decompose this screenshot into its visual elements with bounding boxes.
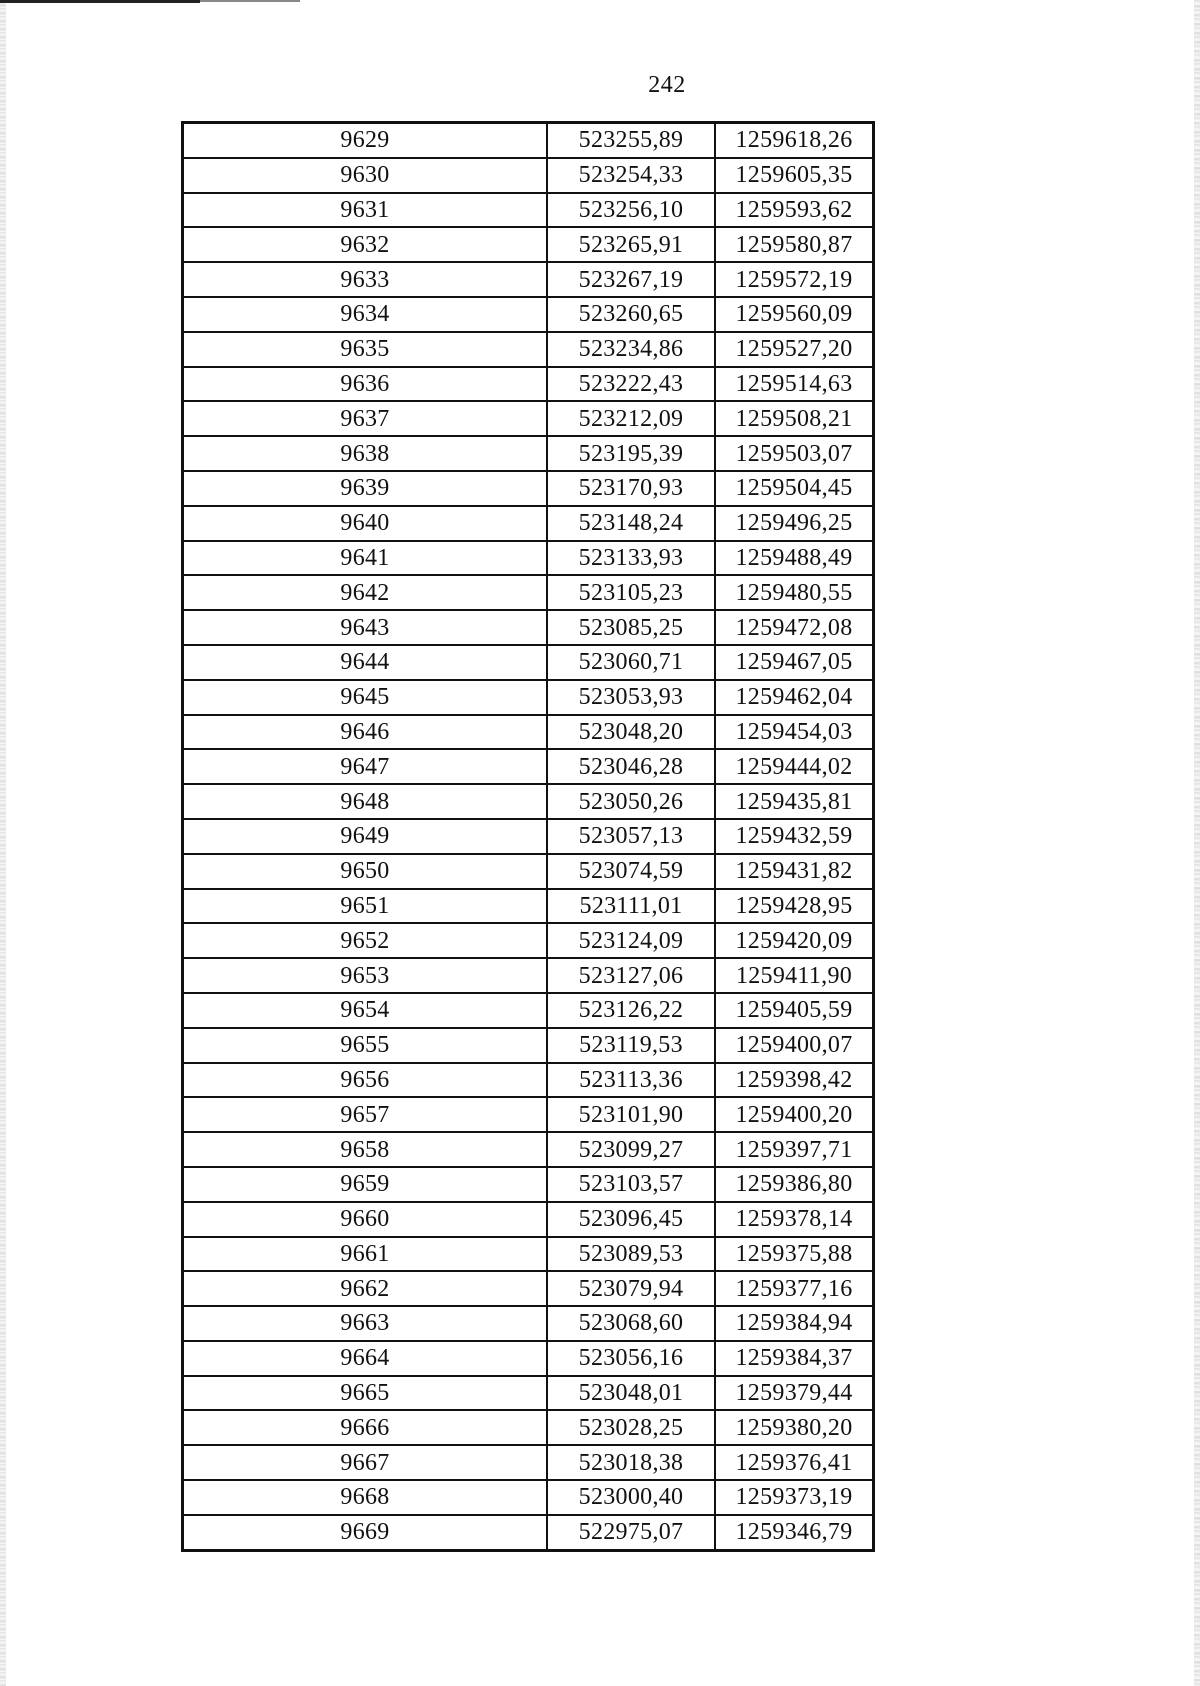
x-coordinate-cell: 523212,09 — [547, 401, 715, 436]
table-row — [183, 332, 873, 367]
table-row — [183, 1202, 873, 1237]
point-number-cell: 9639 — [183, 471, 547, 506]
y-coordinate-cell: 1259384,94 — [715, 1306, 873, 1341]
y-coordinate-cell: 1259346,79 — [715, 1515, 873, 1550]
y-coordinate-cell: 1259384,37 — [715, 1341, 873, 1376]
y-coordinate-cell: 1259572,19 — [715, 262, 873, 297]
y-coordinate-cell: 1259431,82 — [715, 854, 873, 889]
point-number-cell: 9653 — [183, 958, 547, 993]
page-number: 242 — [648, 72, 686, 98]
x-coordinate-cell: 523057,13 — [547, 819, 715, 854]
point-number-cell: 9633 — [183, 262, 547, 297]
table-row — [183, 575, 873, 610]
y-coordinate-cell: 1259472,08 — [715, 610, 873, 645]
point-number-cell: 9634 — [183, 297, 547, 332]
x-coordinate-cell: 523256,10 — [547, 193, 715, 228]
x-coordinate-cell: 523060,71 — [547, 645, 715, 680]
point-number-cell: 9644 — [183, 645, 547, 680]
point-number-cell: 9641 — [183, 541, 547, 576]
point-number-cell: 9655 — [183, 1028, 547, 1063]
point-number-cell: 9657 — [183, 1097, 547, 1132]
y-coordinate-cell: 1259373,19 — [715, 1480, 873, 1515]
point-number-cell: 9662 — [183, 1271, 547, 1306]
point-number-cell: 9656 — [183, 1063, 547, 1098]
y-coordinate-cell: 1259454,03 — [715, 715, 873, 750]
y-coordinate-cell: 1259386,80 — [715, 1167, 873, 1202]
point-number-cell: 9632 — [183, 227, 547, 262]
x-coordinate-cell: 523096,45 — [547, 1202, 715, 1237]
x-coordinate-cell: 523222,43 — [547, 367, 715, 402]
y-coordinate-cell: 1259496,25 — [715, 506, 873, 541]
table-row — [183, 297, 873, 332]
x-coordinate-cell: 523085,25 — [547, 610, 715, 645]
x-coordinate-cell: 523089,53 — [547, 1237, 715, 1272]
point-number-cell: 9669 — [183, 1515, 547, 1550]
y-coordinate-cell: 1259400,20 — [715, 1097, 873, 1132]
table-row — [183, 541, 873, 576]
x-coordinate-cell: 523101,90 — [547, 1097, 715, 1132]
x-coordinate-cell: 523133,93 — [547, 541, 715, 576]
y-coordinate-cell: 1259580,87 — [715, 227, 873, 262]
y-coordinate-cell: 1259560,09 — [715, 297, 873, 332]
table-row — [183, 193, 873, 228]
x-coordinate-cell: 523195,39 — [547, 436, 715, 471]
y-coordinate-cell: 1259504,45 — [715, 471, 873, 506]
point-number-cell: 9659 — [183, 1167, 547, 1202]
table-row — [183, 1167, 873, 1202]
table-row — [183, 958, 873, 993]
y-coordinate-cell: 1259618,26 — [715, 123, 873, 158]
y-coordinate-cell: 1259379,44 — [715, 1376, 873, 1411]
y-coordinate-cell: 1259503,07 — [715, 436, 873, 471]
y-coordinate-cell: 1259378,14 — [715, 1202, 873, 1237]
x-coordinate-cell: 523254,33 — [547, 158, 715, 193]
table-row — [183, 1028, 873, 1063]
y-coordinate-cell: 1259397,71 — [715, 1132, 873, 1167]
x-coordinate-cell: 523126,22 — [547, 993, 715, 1028]
x-coordinate-cell: 523048,01 — [547, 1376, 715, 1411]
table-row — [183, 715, 873, 750]
point-number-cell: 9666 — [183, 1410, 547, 1445]
x-coordinate-cell: 523103,57 — [547, 1167, 715, 1202]
y-coordinate-cell: 1259400,07 — [715, 1028, 873, 1063]
x-coordinate-cell: 523028,25 — [547, 1410, 715, 1445]
y-coordinate-cell: 1259377,16 — [715, 1271, 873, 1306]
y-coordinate-cell: 1259405,59 — [715, 993, 873, 1028]
x-coordinate-cell: 523148,24 — [547, 506, 715, 541]
x-coordinate-cell: 523050,26 — [547, 784, 715, 819]
table-row — [183, 1237, 873, 1272]
x-coordinate-cell: 523119,53 — [547, 1028, 715, 1063]
point-number-cell: 9649 — [183, 819, 547, 854]
table-row — [183, 749, 873, 784]
point-number-cell: 9663 — [183, 1306, 547, 1341]
table-row — [183, 436, 873, 471]
point-number-cell: 9668 — [183, 1480, 547, 1515]
x-coordinate-cell: 523048,20 — [547, 715, 715, 750]
point-number-cell: 9667 — [183, 1445, 547, 1480]
x-coordinate-cell: 523267,19 — [547, 262, 715, 297]
table-row — [183, 1271, 873, 1306]
y-coordinate-cell: 1259376,41 — [715, 1445, 873, 1480]
x-coordinate-cell: 523127,06 — [547, 958, 715, 993]
y-coordinate-cell: 1259508,21 — [715, 401, 873, 436]
y-coordinate-cell: 1259605,35 — [715, 158, 873, 193]
table-row — [183, 610, 873, 645]
x-coordinate-cell: 523255,89 — [547, 123, 715, 158]
table-row — [183, 680, 873, 715]
y-coordinate-cell: 1259462,04 — [715, 680, 873, 715]
table-row — [183, 784, 873, 819]
table-row — [183, 645, 873, 680]
x-coordinate-cell: 523234,86 — [547, 332, 715, 367]
x-coordinate-cell: 523111,01 — [547, 889, 715, 924]
table-row — [183, 401, 873, 436]
table-row — [183, 1480, 873, 1515]
table-row — [183, 1376, 873, 1411]
x-coordinate-cell: 523068,60 — [547, 1306, 715, 1341]
x-coordinate-cell: 523170,93 — [547, 471, 715, 506]
table-row — [183, 854, 873, 889]
point-number-cell: 9665 — [183, 1376, 547, 1411]
y-coordinate-cell: 1259467,05 — [715, 645, 873, 680]
table-row — [183, 993, 873, 1028]
point-number-cell: 9650 — [183, 854, 547, 889]
x-coordinate-cell: 523260,65 — [547, 297, 715, 332]
table-row — [183, 1445, 873, 1480]
table-row — [183, 1063, 873, 1098]
point-number-cell: 9640 — [183, 506, 547, 541]
table-row — [183, 1515, 873, 1550]
point-number-cell: 9638 — [183, 436, 547, 471]
y-coordinate-cell: 1259375,88 — [715, 1237, 873, 1272]
table-row — [183, 123, 873, 158]
table-row — [183, 923, 873, 958]
point-number-cell: 9648 — [183, 784, 547, 819]
scan-artifact-line-faint — [200, 0, 300, 2]
table-row — [183, 1341, 873, 1376]
x-coordinate-cell: 523124,09 — [547, 923, 715, 958]
table-row — [183, 889, 873, 924]
table-row — [183, 262, 873, 297]
y-coordinate-cell: 1259428,95 — [715, 889, 873, 924]
x-coordinate-cell: 523079,94 — [547, 1271, 715, 1306]
scan-edge-left — [0, 0, 6, 1686]
x-coordinate-cell: 523018,38 — [547, 1445, 715, 1480]
x-coordinate-cell: 522975,07 — [547, 1515, 715, 1550]
scan-artifact-line — [0, 0, 200, 3]
coordinates-table-body — [183, 123, 873, 1550]
x-coordinate-cell: 523265,91 — [547, 227, 715, 262]
y-coordinate-cell: 1259514,63 — [715, 367, 873, 402]
table-row — [183, 471, 873, 506]
table-row — [183, 1132, 873, 1167]
x-coordinate-cell: 523000,40 — [547, 1480, 715, 1515]
table-row — [183, 1097, 873, 1132]
x-coordinate-cell: 523046,28 — [547, 749, 715, 784]
point-number-cell: 9654 — [183, 993, 547, 1028]
y-coordinate-cell: 1259411,90 — [715, 958, 873, 993]
x-coordinate-cell: 523105,23 — [547, 575, 715, 610]
point-number-cell: 9645 — [183, 680, 547, 715]
point-number-cell: 9658 — [183, 1132, 547, 1167]
coordinates-table — [182, 122, 874, 1551]
y-coordinate-cell: 1259432,59 — [715, 819, 873, 854]
point-number-cell: 9661 — [183, 1237, 547, 1272]
y-coordinate-cell: 1259527,20 — [715, 332, 873, 367]
point-number-cell: 9642 — [183, 575, 547, 610]
point-number-cell: 9660 — [183, 1202, 547, 1237]
table-row — [183, 819, 873, 854]
point-number-cell: 9652 — [183, 923, 547, 958]
y-coordinate-cell: 1259420,09 — [715, 923, 873, 958]
point-number-cell: 9636 — [183, 367, 547, 402]
point-number-cell: 9664 — [183, 1341, 547, 1376]
table-row — [183, 1306, 873, 1341]
scan-edge-right — [1194, 0, 1200, 1686]
x-coordinate-cell: 523053,93 — [547, 680, 715, 715]
point-number-cell: 9651 — [183, 889, 547, 924]
y-coordinate-cell: 1259380,20 — [715, 1410, 873, 1445]
y-coordinate-cell: 1259593,62 — [715, 193, 873, 228]
table-row — [183, 227, 873, 262]
y-coordinate-cell: 1259398,42 — [715, 1063, 873, 1098]
y-coordinate-cell: 1259444,02 — [715, 749, 873, 784]
point-number-cell: 9647 — [183, 749, 547, 784]
point-number-cell: 9629 — [183, 123, 547, 158]
y-coordinate-cell: 1259435,81 — [715, 784, 873, 819]
x-coordinate-cell: 523113,36 — [547, 1063, 715, 1098]
point-number-cell: 9646 — [183, 715, 547, 750]
point-number-cell: 9635 — [183, 332, 547, 367]
table-row — [183, 158, 873, 193]
point-number-cell: 9631 — [183, 193, 547, 228]
point-number-cell: 9643 — [183, 610, 547, 645]
x-coordinate-cell: 523099,27 — [547, 1132, 715, 1167]
y-coordinate-cell: 1259488,49 — [715, 541, 873, 576]
x-coordinate-cell: 523056,16 — [547, 1341, 715, 1376]
table-row — [183, 506, 873, 541]
table-row — [183, 1410, 873, 1445]
y-coordinate-cell: 1259480,55 — [715, 575, 873, 610]
point-number-cell: 9630 — [183, 158, 547, 193]
x-coordinate-cell: 523074,59 — [547, 854, 715, 889]
point-number-cell: 9637 — [183, 401, 547, 436]
table-row — [183, 367, 873, 402]
